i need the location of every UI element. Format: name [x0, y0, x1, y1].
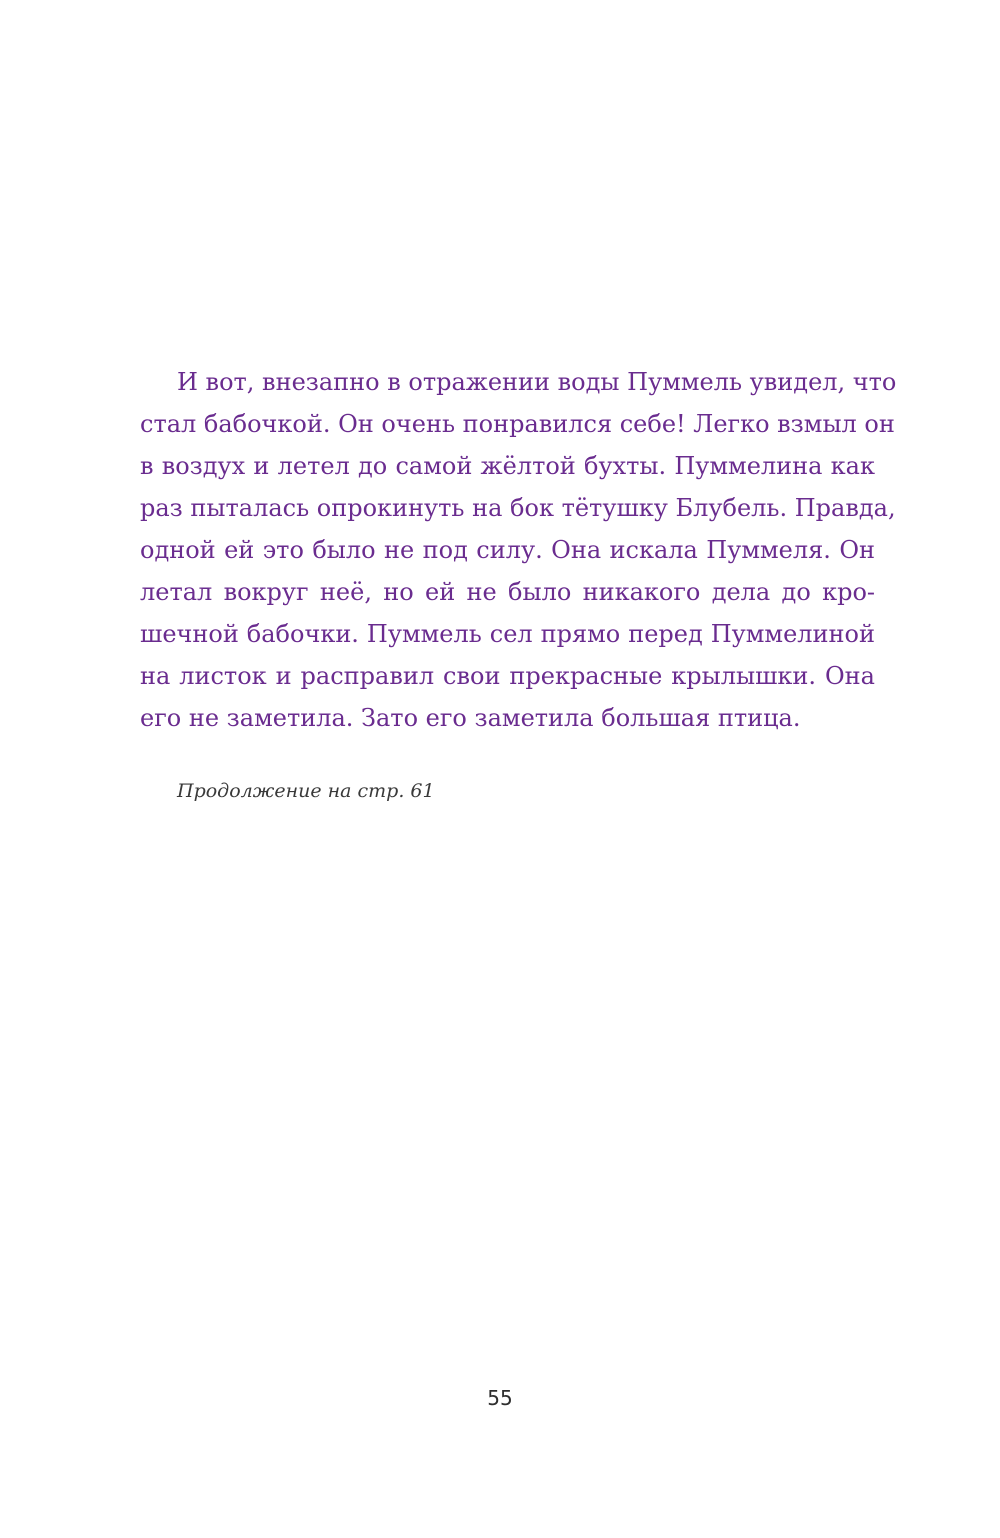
- story-line-3: в воздух и летел до самой жёлтой бухты. Пуммелина как: [140, 452, 875, 480]
- story-line-5: одной ей это было не под силу. Она искала Пуммеля. Он: [140, 536, 875, 564]
- story-line-8: на листок и расправил свои прекрасные крылышки. Она: [140, 662, 875, 690]
- story-line-2: стал бабочкой. Он очень понравился себе! Легко взмыл он: [140, 410, 895, 438]
- continuation-note: Продолжение на стр. 61: [177, 780, 435, 802]
- story-line-9: его не заметила. Зато его заметила большая птица.: [140, 704, 801, 732]
- page-number: 55: [487, 1386, 513, 1410]
- story-line-7: шечной бабочки. Пуммель сел прямо перед Пуммелиной: [140, 620, 875, 648]
- story-paragraph: [140, 361, 897, 739]
- story-line-6: летал вокруг неё, но ей не было никакого дела до кро-: [140, 578, 875, 606]
- story-line-1: И вот, внезапно в отражении воды Пуммель увидел, что: [177, 368, 897, 396]
- story-line-4: раз пыталась опрокинуть на бок тётушку Блубель. Правда,: [140, 494, 896, 522]
